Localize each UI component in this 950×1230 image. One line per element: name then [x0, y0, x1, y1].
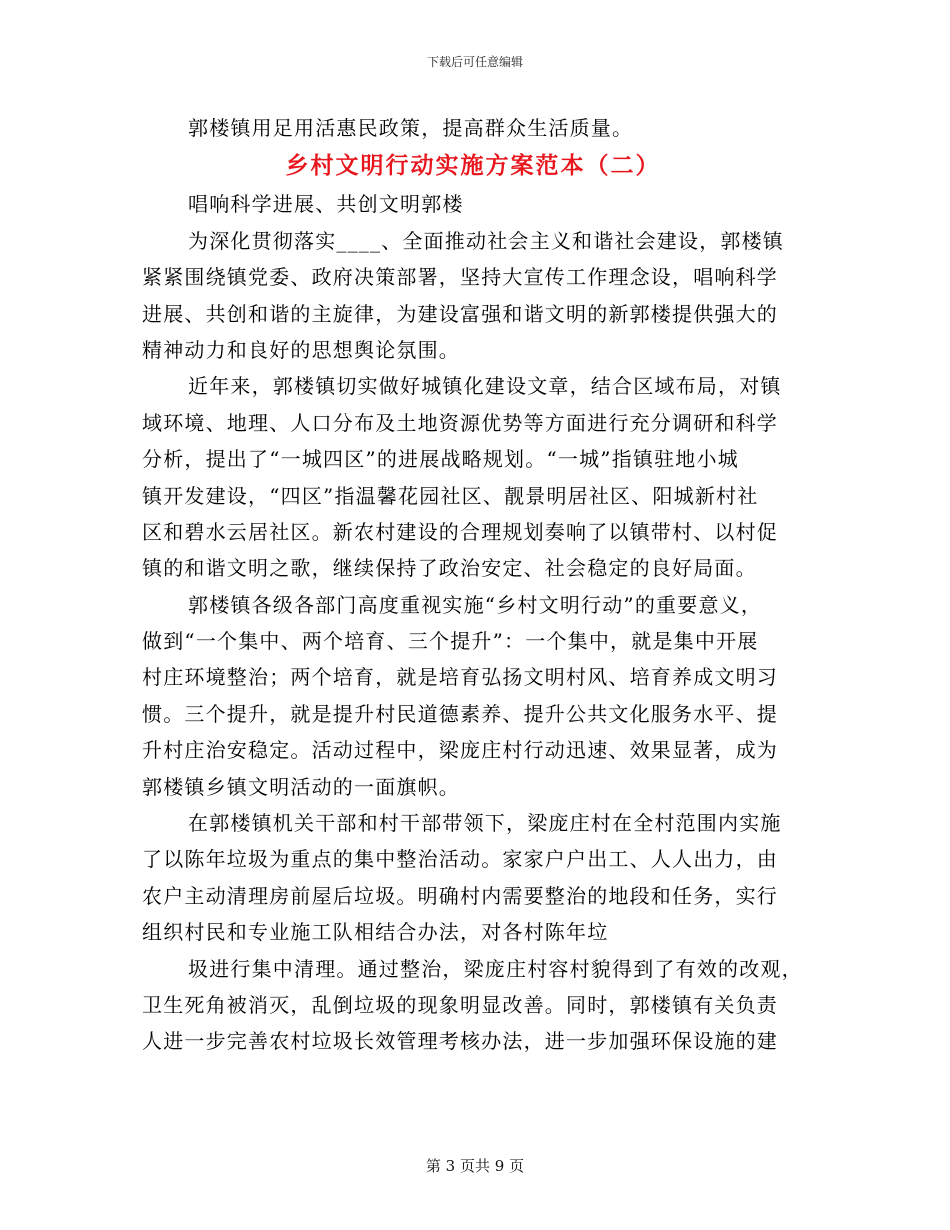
- text-line: 村庄环境整治；两个培育，就是培育弘扬文明村风、培育养成文明习: [142, 665, 778, 690]
- document-title: 乡村文明行动实施方案范本（二）: [285, 152, 661, 180]
- text-line: 郭楼镇乡镇文明活动的一面旗帜。: [142, 774, 460, 799]
- document-body: [142, 110, 808, 1060]
- page-header: 下载后可任意编辑: [426, 55, 523, 69]
- text-line: 唱响科学进展、共创文明郭楼: [188, 192, 464, 217]
- text-line: 惯。三个提升，就是提升村民道德素养、提升公共文化服务水平、提: [142, 701, 778, 726]
- text-line: 域环境、地理、人口分布及土地资源优势等方面进行充分调研和科学: [142, 410, 778, 435]
- text-line: 圾进行集中清理。通过整治，梁庞庄村容村貌得到了有效的改观，: [188, 956, 803, 981]
- text-line: 为深化贯彻落实____、全面推动社会主义和谐社会建设，郭楼镇: [188, 228, 784, 253]
- text-line: 近年来，郭楼镇切实做好城镇化建设文章，结合区域布局，对镇: [188, 374, 782, 399]
- text-line: 进展、共创和谐的主旋律，为建设富强和谐文明的新郭楼提供强大的: [142, 301, 778, 326]
- text-line: 卫生死角被消灭，乱倒垃圾的现象明显改善。同时，郭楼镇有关负责: [142, 992, 778, 1017]
- text-line: 了以陈年垃圾为重点的集中整治活动。家家户户出工、人人出力，由: [142, 847, 778, 872]
- text-line: 精神动力和良好的思想舆论氛围。: [142, 337, 460, 362]
- text-line: 镇的和谐文明之歌，继续保持了政治安定、社会稳定的良好局面。: [142, 556, 757, 581]
- text-line: 组织村民和专业施工队相结合办法，对各村陈年垃: [142, 920, 609, 945]
- text-line: 郭楼镇各级各部门高度重视实施“乡村文明行动”的重要意义，: [188, 592, 763, 617]
- text-line: 人进一步完善农村垃圾长效管理考核办法，进一步加强环保设施的建: [142, 1029, 778, 1054]
- text-line: 农户主动清理房前屋后垃圾。明确村内需要整治的地段和任务，实行: [142, 883, 778, 908]
- text-line: 升村庄治安稳定。活动过程中，梁庞庄村行动迅速、效果显著，成为: [142, 738, 778, 763]
- page-footer: 第 3 页共 9 页: [425, 1157, 525, 1175]
- text-line: 区和碧水云居社区。新农村建设的合理规划奏响了以镇带村、以村促: [142, 519, 778, 544]
- text-line: 紧紧围绕镇党委、政府决策部署，坚持大宣传工作理念设，唱响科学: [142, 265, 778, 290]
- text-line: 分析，提出了“一城四区”的进展战略规划。“一城”指镇驻地小城: [142, 447, 739, 472]
- text-line: 郭楼镇用足用活惠民政策，提高群众生活质量。: [188, 116, 634, 140]
- text-line: 镇开发建设，“四区”指温馨花园社区、靓景明居社区、阳城新村社: [142, 483, 759, 508]
- text-line: 在郭楼镇机关干部和村干部带领下，梁庞庄村在全村范围内实施: [188, 811, 782, 836]
- text-line: 做到“一个集中、两个培育、三个提升”：一个集中，就是集中开展: [142, 629, 759, 654]
